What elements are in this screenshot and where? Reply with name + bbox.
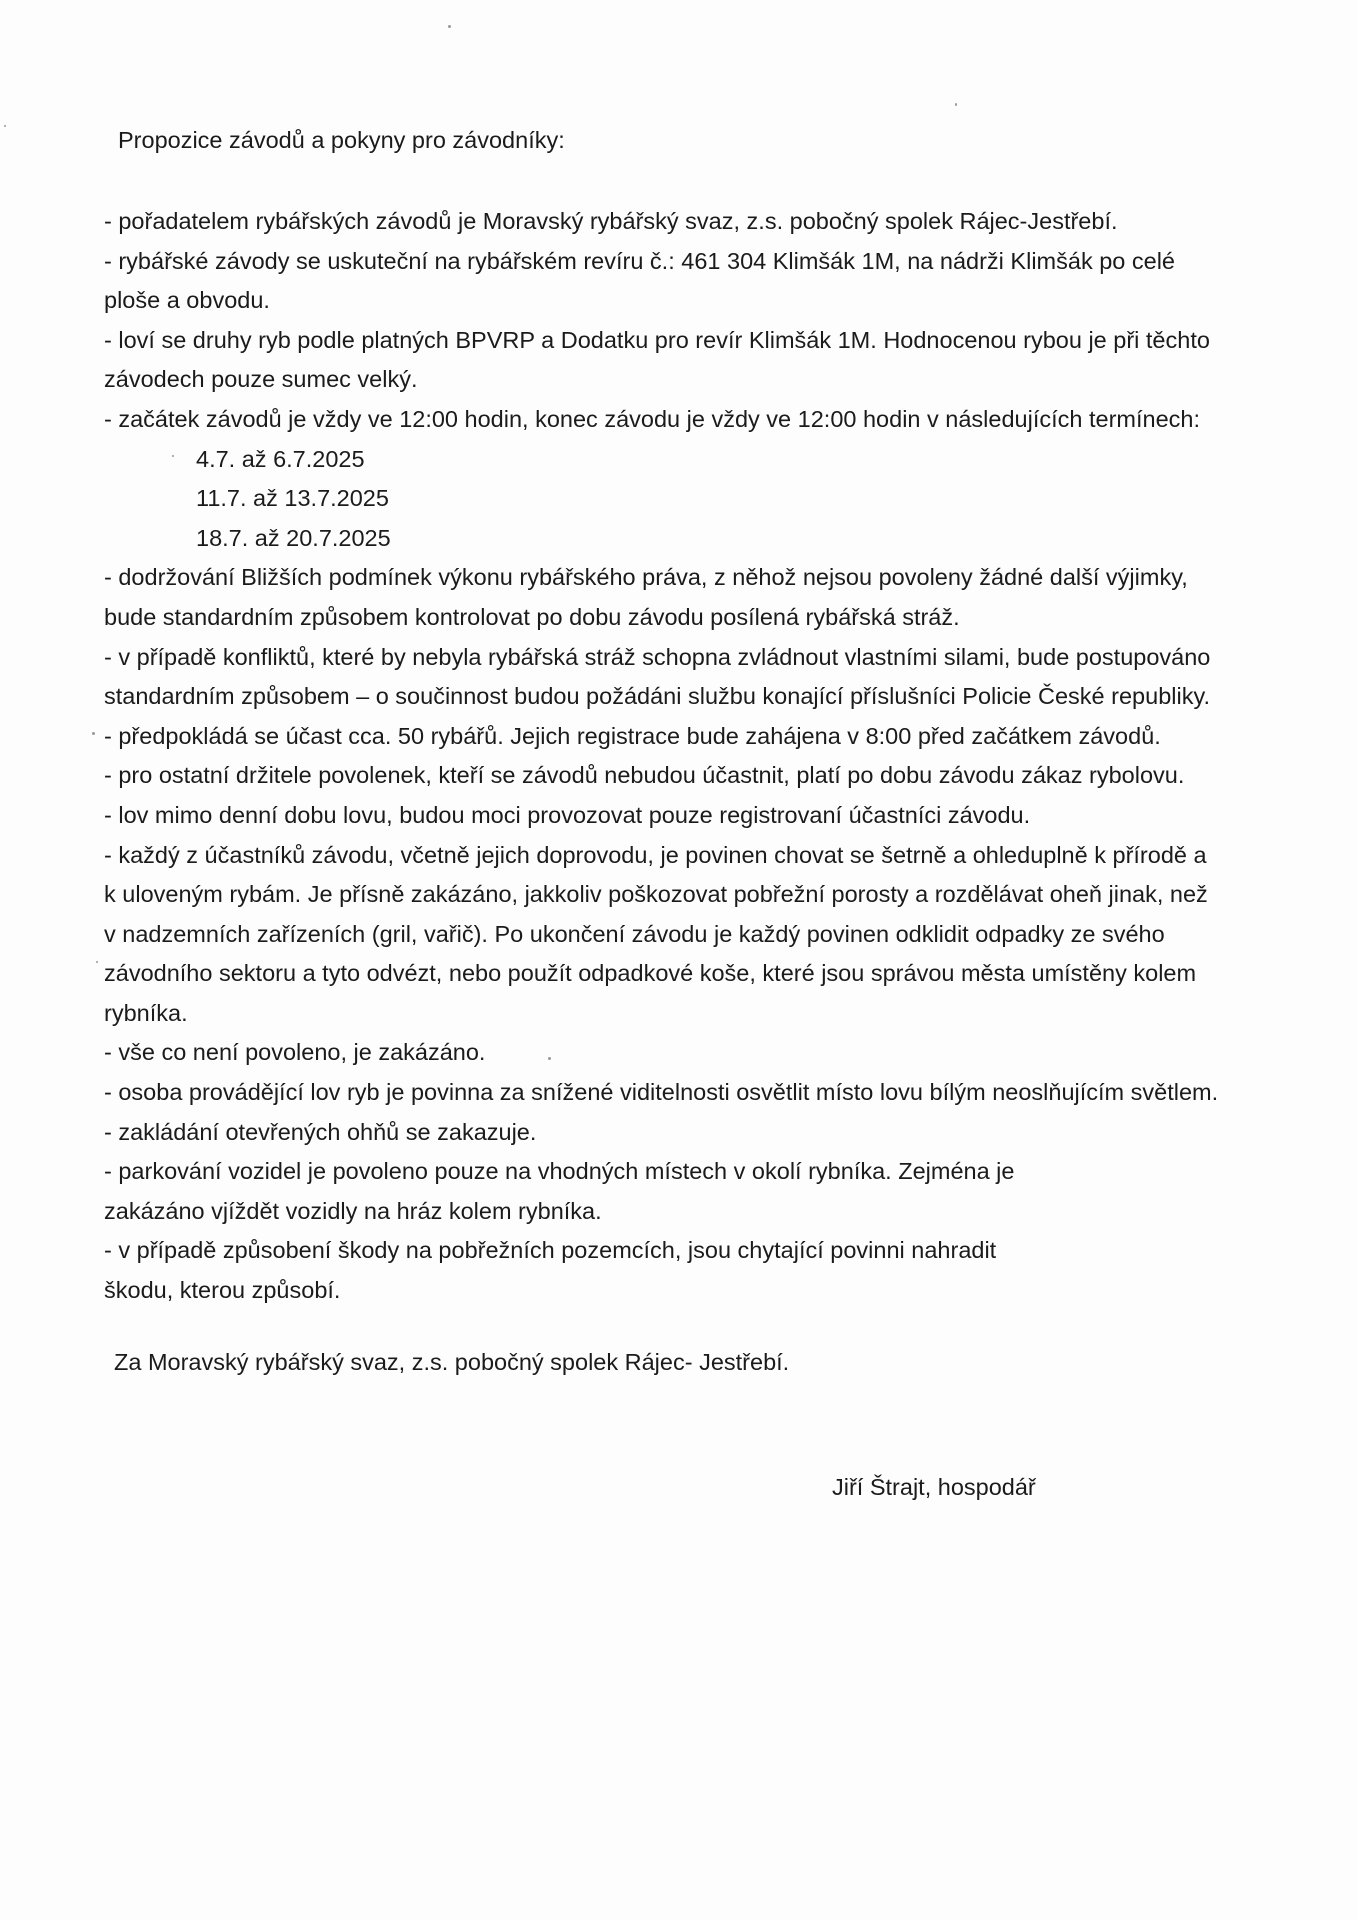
text-line: - zakládání otevřených ohňů se zakazuje. <box>104 1118 537 1145</box>
text-line: - dodržování Bližších podmínek výkonu rybářského práva, z něhož nejsou povoleny žádné další výjimky, <box>104 564 1188 591</box>
text-line: závodního sektoru a tyto odvézt, nebo použít odpadkové koše, které jsou správou města umístěny kolem <box>104 960 1197 987</box>
text-line: - osoba provádějící lov ryb je povinna za snížené viditelnosti osvětlit místo lovu bílým neoslňujícím světlem. <box>104 1079 1219 1106</box>
text-line: standardním způsobem – o součinnost budou požádáni službu konající příslušníci Policie České republiky. <box>104 683 1210 710</box>
scan-speck <box>4 125 6 127</box>
text-line: - pro ostatní držitele povolenek, kteří se závodů nebudou účastnit, platí po dobu závodu zákaz rybolovu. <box>104 762 1185 789</box>
text-line: - loví se druhy ryb podle platných BPVRP a Dodatku pro revír Klimšák 1M. Hodnocenou rybou je při těchto <box>104 326 1210 353</box>
scan-speck <box>172 455 174 457</box>
text-line: - parkování vozidel je povoleno pouze na vhodných místech v okolí rybníka. Zejména je <box>104 1158 1015 1185</box>
text-line: závodech pouze sumec velký. <box>104 366 418 393</box>
scan-speck <box>96 961 98 963</box>
text-line: k uloveným rybám. Je přísně zakázáno, jakkoliv poškozovat pobřežní porosty a rozdělávat oheň jinak, než <box>104 881 1208 908</box>
closing-statement: Za Moravský rybářský svaz, z.s. pobočný spolek Rájec- Jestřebí. <box>114 1349 790 1375</box>
date-range-line: 18.7. až 20.7.2025 <box>196 524 391 551</box>
scan-speck <box>955 103 957 106</box>
text-line: rybníka. <box>104 999 188 1026</box>
text-line: - vše co není povoleno, je zakázáno. <box>104 1039 486 1066</box>
text-line: zakázáno vjíždět vozidly na hráz kolem rybníka. <box>104 1197 602 1224</box>
scan-speck <box>92 732 95 735</box>
document-heading: Propozice závodů a pokyny pro závodníky: <box>118 127 565 153</box>
text-line: bude standardním způsobem kontrolovat po dobu závodu posílená rybářská stráž. <box>104 603 960 630</box>
text-line: v nadzemních zařízeních (gril, vařič). Po ukončení závodu je každý povinen odklidit odpadky ze svého <box>104 920 1165 947</box>
document-body <box>104 202 1254 1311</box>
text-line: škodu, kterou způsobí. <box>104 1277 341 1304</box>
text-line: - v případě způsobení škody na pobřežních pozemcích, jsou chytající povinni nahradit <box>104 1237 997 1264</box>
text-line: - v případě konfliktů, které by nebyla rybářská stráž schopna zvládnout vlastními silami, bude postupováno <box>104 643 1211 670</box>
text-line: - lov mimo denní dobu lovu, budou moci provozovat pouze registrovaní účastníci závodu. <box>104 801 1031 828</box>
date-range-line: 4.7. až 6.7.2025 <box>196 445 365 472</box>
text-line: - rybářské závody se uskuteční na rybářském revíru č.: 461 304 Klimšák 1M, na nádrži Klimšák po celé <box>104 247 1176 274</box>
scan-speck <box>548 1057 551 1060</box>
text-line: - pořadatelem rybářských závodů je Moravský rybářský svaz, z.s. pobočný spolek Rájec-Jestřebí. <box>104 208 1118 234</box>
scan-speck <box>448 25 451 28</box>
text-line: - začátek závodů je vždy ve 12:00 hodin, konec závodu je vždy ve 12:00 hodin v následujících termínech: <box>104 405 1201 432</box>
text-line: - každý z účastníků závodu, včetně jejich doprovodu, je povinen chovat se šetrně a ohleduplně k přírodě a <box>104 841 1207 868</box>
date-range-line: 11.7. až 13.7.2025 <box>196 485 389 512</box>
signature: Jiří Štrajt, hospodář <box>832 1474 1036 1500</box>
text-line: ploše a obvodu. <box>104 287 270 314</box>
text-line: - předpokládá se účast cca. 50 rybářů. Jejich registrace bude zahájena v 8:00 před začátkem závodů. <box>104 722 1161 749</box>
